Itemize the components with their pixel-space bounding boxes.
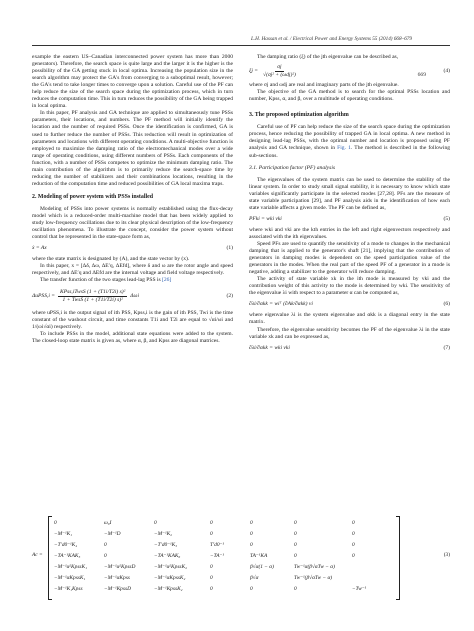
equation-body: ẋ = Ax: [32, 245, 47, 252]
equation-number: (6): [443, 301, 450, 308]
matrix-cell: −M⁻¹KpssD: [104, 586, 131, 592]
matrix-cell: 0: [104, 542, 107, 548]
matrix-cell: Tw⁻¹α(β√αTw − α): [294, 564, 335, 570]
matrix-cell: 0: [54, 520, 57, 526]
matrix-cell: −M⁻¹K₂: [154, 531, 173, 537]
matrix-cell: 0: [104, 553, 107, 559]
matrix-cell: −M⁻¹αKpssK₁: [54, 575, 86, 581]
paragraph: [32, 277, 233, 284]
matrix-cell: 0: [250, 520, 253, 526]
paragraph: where wki and vki are the kth entries in the left and right eigenvectors respectively and associated with the ith eigenvalues.: [249, 226, 450, 240]
paragraph: In this paper, PF analysis and GA technique are applied to simultaneously tune PSSs parameters, their locations, and numbers. The PF method will initially identify the location and the number of required PSSs. Once the identification is confirmed, GA is used to further reduce the number of PSSs. This reduction will result in optimization of parameters and locations with different operating conditions. A multi-objective function is employed to maximize the damping ratio of the electromechanical modes over a wide range of operating conditions, using different numbers of PSSs. Each components of the function, with a number of PSSs competes to optimize the minimum damping ratio. The main contribution of the algorithm is to primarily reduce the search-space time by reducing the number of stabilizers and their combinations locations, resulting in the reduction of the computation time and reduced possibilities of GA local maxima traps.: [32, 110, 233, 187]
matrix-cell: ω₀I: [104, 520, 112, 526]
fraction-numerator: σj: [275, 64, 283, 72]
paragraph: where uPSS,i is the output signal of ith PSS, Kpss,i is the gain of ith PSS, Twi is the time constant of the washout circuit, and time constants T1i and T2i are equal to √αi/ωi and 1/(ωi√αi) respectively.: [32, 309, 233, 330]
paragraph-text: . The method is described in the following sub-sections.: [249, 145, 451, 159]
section-heading: 2. Modeling of power system with PSSs installed: [32, 193, 153, 200]
equation-7: [249, 345, 450, 352]
matrix-cell: −M⁻¹α²KpssK₂: [154, 564, 187, 570]
matrix-cell: TA⁻¹KA: [250, 553, 268, 559]
matrix-label: Ac =: [32, 552, 43, 558]
equation-number: (5): [443, 215, 450, 222]
matrix-cell: 0: [210, 531, 213, 537]
equation-5: [249, 216, 450, 223]
paragraph: example the eastern US–Canadian interconnected power system has more than 2000 generators). Therefore, the search space is quite large and the larger it is the higher is the possibility of the GA getting stuck in local optima. Increasing the population size in the search algorithm may protect the GA's from converging to a suboptimal result, however; the GA's tend to take longer times to converge upon a solution. Careful use of the PF can help reduce the size of the search space during the optimization process, which in turn reduces the computation time. This in turn reduces the possibility of the GA being trapped in local optima.: [32, 54, 233, 110]
matrix-right-bracket: [396, 516, 400, 600]
equation-rhs: Δωi: [130, 293, 140, 300]
matrix-cell: 0: [294, 520, 297, 526]
matrix-cell: 0: [210, 564, 213, 570]
paragraph: Modeling of PSSs into power systems is normally established using the flux-decay model which is a reduced-order multi-machine model that has been widely applied to study low-frequency oscillations due to its clear physical description of the low-frequency oscillation phenomena. To illustrate the concept, consider the power system without control that be represented in the state-space form as,: [32, 205, 233, 241]
equation-body: [249, 64, 298, 79]
matrix-cell: −TA⁻¹KAK₅: [54, 553, 81, 559]
matrix-cell: 0: [352, 542, 355, 548]
equation-body: ∂λi/∂αkk = wiᵀ (∂Ak/∂αkk) vi: [249, 301, 313, 308]
paragraph: The objective of the GA method is to search for the optimal PSSs location and number, Kpss, α, and β, over a multitude of operating conditions.: [249, 89, 450, 103]
matrix-cell: −T′d0⁻¹K₃: [154, 542, 178, 548]
matrix-cell: −M⁻¹D: [104, 531, 121, 537]
paragraph: The damping ratio (ξ) of the jth eigenvalue can be described as,: [257, 54, 399, 60]
matrix-cell: −M⁻¹KpssK₂: [154, 586, 183, 592]
paragraph: The activity of state variable xk in the ith mode is measured by vki and the contribution weight of this activity to the mode is determined by wki. The sensitivity of the eigenvalue λi with respect to a parameter α can be computed as,: [249, 276, 450, 297]
matrix-cell: −T′d0⁻¹K₄: [54, 542, 78, 548]
equation-fraction: [58, 289, 127, 304]
paragraph: In this paper, x = [Δδ, Δω, ΔE′q, ΔEfd], where δ and ω are the rotor angle and speed respectively, and ΔE′q and ΔEfd are the internal voltage and field voltage respectively.: [32, 263, 233, 277]
matrix-cell: 0: [250, 542, 253, 548]
equation-4: [249, 64, 450, 79]
equation-6: [249, 301, 450, 308]
paragraph: where the state matrix is designated by (A), and the state vector by (x).: [32, 256, 190, 263]
subsection-heading: 3.1. Participation factor (PF) analysis: [249, 164, 336, 171]
running-title: L.H. Hassan et al. / Electrical Power and Energy Systems 55 (2014) 668–679: [250, 36, 412, 42]
equation-2: [32, 289, 233, 304]
matrix-equation-3: [32, 512, 450, 600]
matrix-cell: β√α: [250, 575, 259, 581]
equation-number: (1): [226, 245, 233, 252]
paragraph: Speed PFs are used to quantify the sensitivity of a mode to changes in the mechanical damping that is applied to the generator's shaft [21], implying that the contribution of generators in damping modes is dependent on the speed participation value of the generators in the modes. When the real part of the speed PF of a generator in a mode is negative, adding a stabilizer to the generator will reduce damping.: [249, 240, 450, 276]
section-heading: 3. The proposed optimization algorithm: [249, 112, 349, 119]
matrix-cell: −M⁻¹K₁Kpss: [54, 586, 83, 592]
equation-number: (2): [226, 293, 233, 300]
citation-link[interactable]: [26]: [162, 277, 172, 284]
paragraph-text: Careful use of PF can help reduce the size of the search space during the optimization process, hence reducing the possibility of trapped GA in local optima. A new method in designing lead-lag PSSs, with the optimal number and location is proposed using PF analysis and GA technique, shown in: [249, 124, 450, 152]
figure-link[interactable]: Fig. 1: [337, 145, 351, 152]
equation-lhs: ΔuPSS,i =: [32, 293, 56, 300]
paragraph: The eigenvalues of the system matrix can be used to determine the stability of the linear system. In order to study small signal stability, it is necessary to know which state variables significantly participate in the selected modes [27,28]. PFs are the measure of state variable participation [29], and PF analysis aids in the identification of how each state variable affects a given mode. The PF can be defined as,: [249, 176, 450, 211]
equation-fraction: [261, 64, 298, 79]
matrix-cell: −M⁻¹αKpss: [104, 575, 130, 581]
equation-1: [32, 245, 233, 252]
matrix-cell: 0: [210, 520, 213, 526]
matrix-cell: 0: [352, 531, 355, 537]
paragraph: where eigenvalue λi is the system eigenvalue and αkk is a diagonal entry in the state matrix.: [249, 312, 450, 326]
matrix-cell: 0: [210, 575, 213, 581]
matrix-cell: 0: [294, 586, 297, 592]
matrix-cell: −TA⁻¹: [210, 553, 224, 559]
matrix-cell: −M⁻¹α²KpssD: [104, 564, 136, 570]
equation-body: PFki = wki vki: [249, 215, 282, 222]
left-column: [32, 54, 233, 345]
matrix-cell: −Tw⁻¹: [352, 586, 367, 592]
matrix-cell: −TA⁻¹KAK₆: [154, 553, 181, 559]
matrix-cell: 0: [294, 542, 297, 548]
paragraph: [249, 124, 450, 159]
paragraph: To include PSSs in the model, additional state equations were added to the system. The closed-loop state matrix is given as, where α, β, and Kpss are diagonal matrices.: [32, 330, 233, 344]
paragraph: where σj and ωdj are real and imaginary parts of the jth eigenvalue.: [249, 82, 399, 89]
matrix-cell: T′d0⁻¹: [210, 542, 225, 548]
matrix-cell: −M⁻¹αKpssK₂: [154, 575, 186, 581]
equation-body: [32, 289, 139, 304]
paragraph: Therefore, the eigenvalue sensitivity becomes the PF of the eigenvalue λi in the state variable xk and can be expressed as,: [249, 326, 450, 340]
fraction-denominator: √(σj² + (ωdj)²): [263, 72, 296, 79]
matrix-cell: 0: [352, 553, 355, 559]
matrix-cell: 0: [294, 553, 297, 559]
matrix-cell: 0: [154, 520, 157, 526]
matrix-cell: −M⁻¹K₁: [54, 531, 73, 537]
equation-body: ∂λi/∂αkk = wki vki: [249, 344, 290, 351]
matrix-cell: 0: [294, 531, 297, 537]
equation-number: (3): [443, 552, 450, 558]
matrix-cell: −M⁻¹α²KpssK₁: [54, 564, 87, 570]
equation-lhs: ξj =: [249, 68, 259, 75]
matrix-cell: β√α(1 − α): [250, 564, 274, 570]
right-column: [249, 54, 450, 356]
header-rule: [32, 45, 450, 46]
matrix-cell: 0: [210, 586, 213, 592]
page-number: 669: [417, 72, 426, 78]
fraction-numerator: KPss,iTwsS (1 + (T1i/T2i) s)²: [58, 289, 127, 297]
matrix-cell: 0: [250, 531, 253, 537]
matrix-cell: Tw⁻¹(β√αTw − α): [294, 575, 333, 581]
matrix-left-bracket: [48, 516, 52, 600]
equation-number: (4): [443, 68, 450, 75]
equation-number: (7): [443, 344, 450, 351]
matrix-cell: 0: [250, 586, 253, 592]
fraction-denominator: 1 + TwsS (1 + (T1i/T2i) s)²: [62, 297, 123, 304]
matrix-cell: 0: [352, 520, 355, 526]
paragraph-text: The transfer function of the two stages lead-lag PSS is: [40, 277, 163, 284]
